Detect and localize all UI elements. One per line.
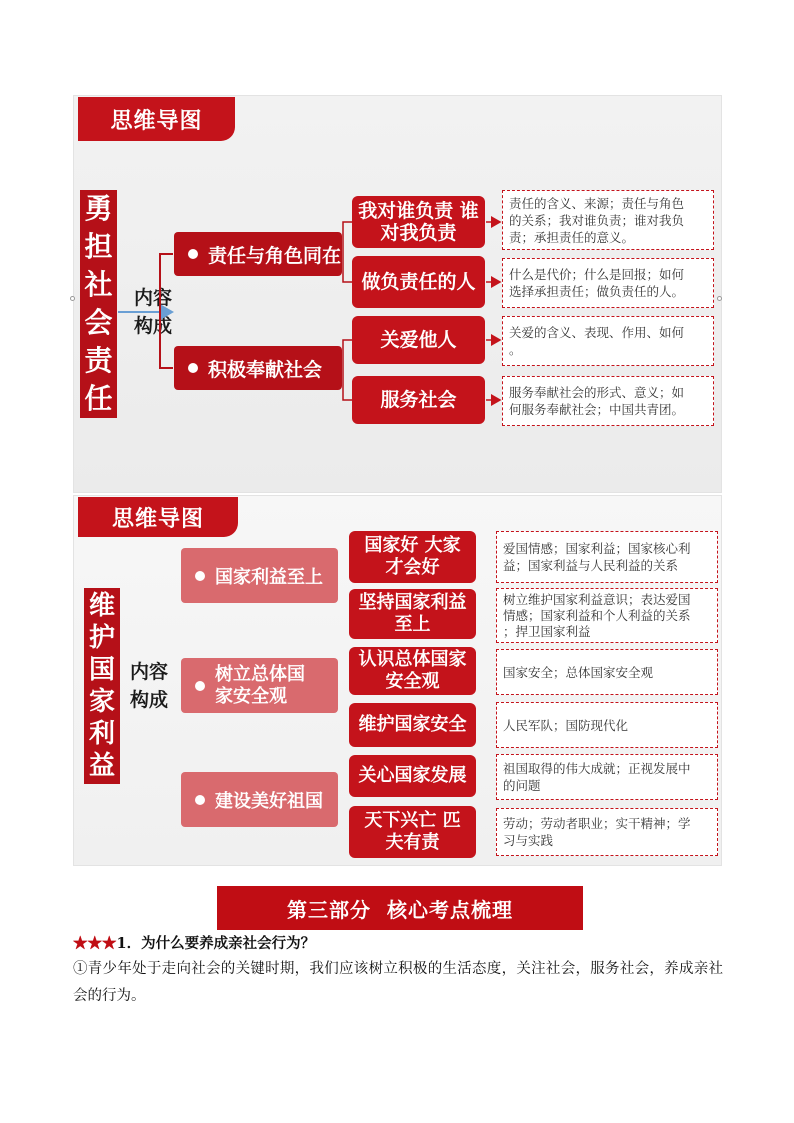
note-line: 益；国家利益与人民利益的关系 <box>503 558 679 573</box>
branch-national-interest <box>181 548 338 603</box>
topic-line: 坚持国家利益 <box>358 592 467 613</box>
topic-line: 至上 <box>394 614 431 635</box>
topic-line: 做负责任的人 <box>361 271 476 293</box>
branch-label: 责任与角色同在 <box>208 244 342 267</box>
title-char: 勇 <box>84 192 113 225</box>
title-char: 益 <box>88 751 115 781</box>
title-char: 利 <box>88 719 115 749</box>
topic-box <box>349 806 476 858</box>
branch-security-view <box>181 658 338 713</box>
title-char: 责 <box>84 344 113 377</box>
topic-box <box>352 376 485 424</box>
question-heading <box>73 932 315 953</box>
title-char: 任 <box>84 382 113 415</box>
topic-note <box>502 316 714 366</box>
goucheng-text: 构成 <box>129 689 168 711</box>
topic-note <box>496 649 718 695</box>
note-line: 爱国情感；国家利益；国家核心利 <box>503 541 691 556</box>
topic-line: 夫有责 <box>385 832 440 853</box>
note-line: 祖国取得的伟大成就；正视发展中 <box>503 761 691 776</box>
goucheng-text: 构成 <box>133 315 172 337</box>
note-line: ；捍卫国家利益 <box>503 623 591 639</box>
note-line: 树立维护国家利益意识；表达爱国 <box>503 591 691 607</box>
branch-label: 建设美好祖国 <box>215 790 323 812</box>
mindmap-tag-2 <box>78 497 238 537</box>
note-line: 习与实践 <box>503 833 554 848</box>
topic-box <box>352 316 485 364</box>
topic-box <box>349 703 476 747</box>
topic-note <box>496 531 718 583</box>
note-line: 的关系；我对谁负责；谁对我负 <box>509 212 685 228</box>
star-rating: ★★★ <box>73 935 117 952</box>
note-line: 关爱的含义、表现、作用、如何 <box>509 325 685 340</box>
title-char: 社 <box>84 268 113 301</box>
branch-label: 树立总体国 <box>215 663 305 685</box>
section-title <box>217 886 583 930</box>
question-text: 1．为什么要养成亲社会行为？ <box>116 935 316 952</box>
topic-line: 天下兴亡 匹 <box>364 810 461 831</box>
topic-line: 关爱他人 <box>380 329 457 351</box>
topic-line: 国家好 大家 <box>364 535 461 556</box>
bullet-icon <box>188 363 198 373</box>
topic-note <box>496 754 718 800</box>
bullet-icon <box>195 571 205 581</box>
title-char: 维 <box>88 591 115 621</box>
topic-box <box>349 589 476 639</box>
note-line: 国家安全；总体国家安全观 <box>503 664 654 680</box>
branch-serve-society <box>174 346 342 390</box>
topic-line: 我对谁负责 谁 <box>358 200 479 222</box>
content-label-2 <box>124 658 174 714</box>
mindmap-tag-label: 思维导图 <box>110 108 203 134</box>
note-line: 。 <box>509 342 522 357</box>
topic-note <box>496 702 718 748</box>
topic-box <box>349 647 476 695</box>
topic-line: 服务社会 <box>380 389 457 411</box>
topic-box <box>349 531 476 583</box>
bullet-icon <box>195 681 205 691</box>
topic-box <box>352 256 485 308</box>
topic-note <box>496 588 718 643</box>
branch-label: 家安全观 <box>215 685 287 707</box>
branch-label: 国家利益至上 <box>215 566 323 588</box>
note-line: 情感；国家利益和个人利益的关系 <box>503 607 691 623</box>
note-line: 服务奉献社会的形式、意义；如 <box>509 385 685 400</box>
branch-responsibility-role <box>174 232 342 276</box>
note-line: 的问题 <box>503 778 541 793</box>
note-line: 人民军队；国防现代化 <box>503 717 629 733</box>
title-char: 担 <box>84 230 113 263</box>
topic-line: 维护国家安全 <box>358 714 467 735</box>
topic-line: 关心国家发展 <box>358 765 467 786</box>
topic-line: 对我负责 <box>380 222 457 244</box>
topic-note <box>502 376 714 426</box>
neirong-text: 内容 <box>129 661 168 683</box>
bullet-icon <box>195 795 205 805</box>
branch-label: 积极奉献社会 <box>208 358 323 381</box>
note-line: 什么是代价；什么是回报；如何 <box>509 267 685 282</box>
mindmap-title-2 <box>84 588 120 784</box>
topic-note <box>496 808 718 856</box>
topic-line: 认识总体国家 <box>358 649 467 670</box>
topic-box <box>352 196 485 248</box>
note-line: 何服务奉献社会；中国共青团。 <box>509 402 685 417</box>
topic-line: 安全观 <box>385 671 440 692</box>
bullet-icon <box>188 249 198 259</box>
title-char: 国 <box>88 655 115 685</box>
note-line: 劳动；劳动者职业；实干精神；学 <box>503 816 691 831</box>
branch-build-motherland <box>181 772 338 827</box>
answer-paragraph: ①青少年处于走向社会的关键时期，我们应该树立积极的生活态度，关注社会，服务社会，养成亲社会的行为。 <box>73 961 723 1004</box>
note-line: 责；承担责任的意义。 <box>509 229 635 245</box>
note-line: 责任的含义、来源；责任与角色 <box>509 195 685 211</box>
title-char: 家 <box>88 687 115 717</box>
neirong-text: 内容 <box>133 287 172 309</box>
topic-note <box>502 190 714 250</box>
title-char: 护 <box>88 623 115 653</box>
topic-box <box>349 755 476 797</box>
topic-line: 才会好 <box>385 557 440 578</box>
topic-note <box>502 258 714 308</box>
title-char: 会 <box>84 306 113 339</box>
note-line: 选择承担责任；做负责任的人。 <box>509 284 685 299</box>
mindmap-tag-label: 思维导图 <box>111 506 204 532</box>
section-title-text: 第三部分 核心考点梳理 <box>287 897 513 922</box>
